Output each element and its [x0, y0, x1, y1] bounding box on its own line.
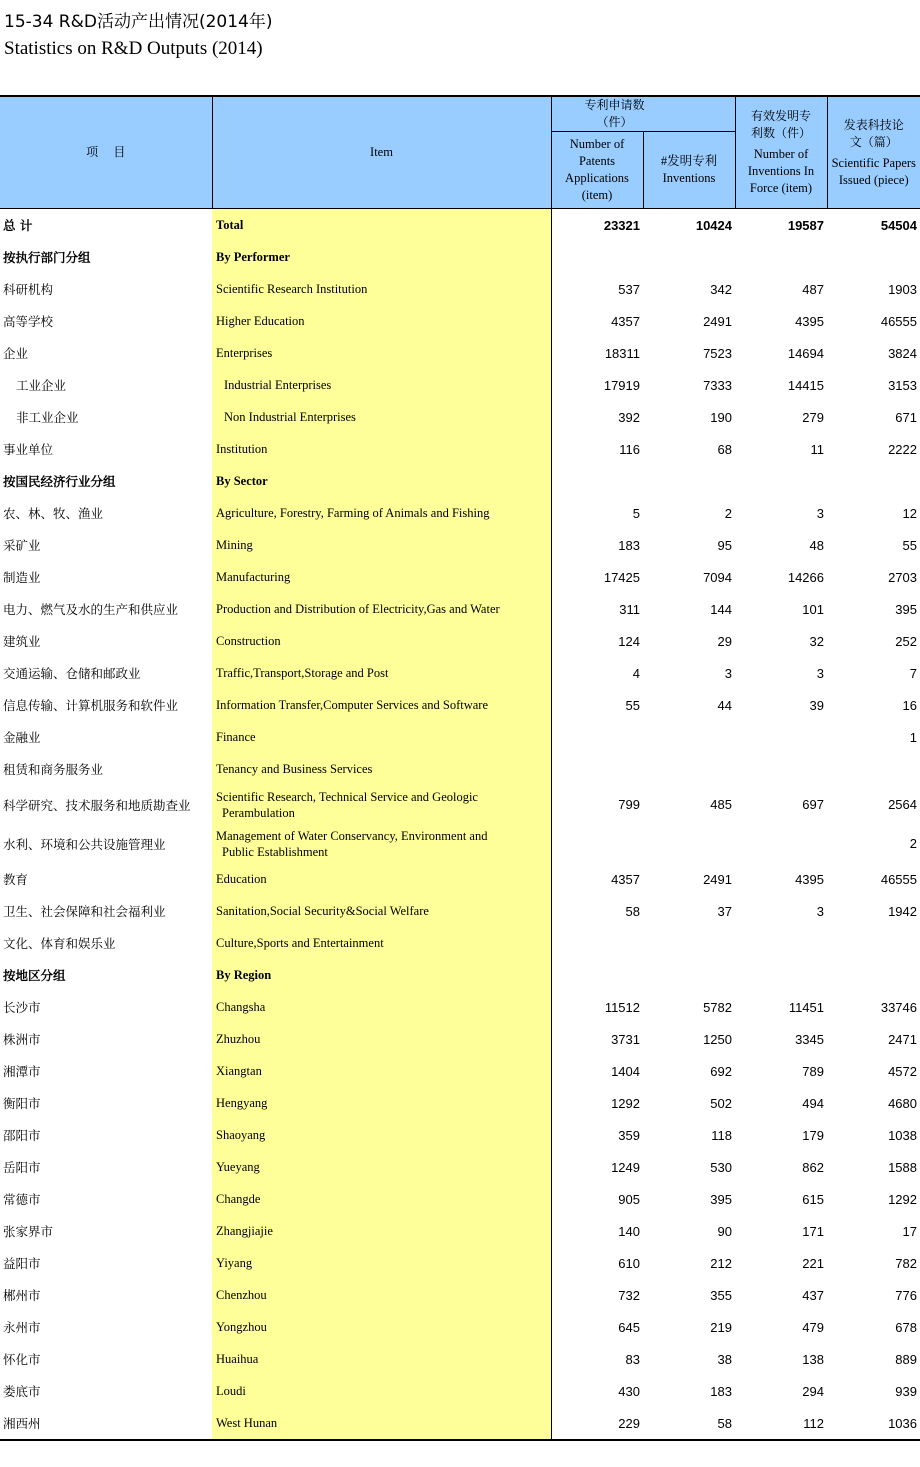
row-label-cn: 信息传输、计算机服务和软件业 — [3, 698, 179, 713]
inventions-value: 5782 — [703, 999, 732, 1015]
patents-value: 17425 — [603, 569, 640, 585]
row-label-en-line1: Scientific Research, Technical Service and Geologic — [216, 789, 478, 804]
row-label-cn: 金融业 — [3, 730, 41, 745]
inventions-value: 37 — [717, 903, 732, 919]
patents-value — [551, 241, 643, 273]
table-row — [0, 369, 920, 401]
inventions-value: 58 — [643, 1407, 735, 1440]
inventions-value: 2491 — [703, 871, 732, 887]
patents-value: 4357 — [611, 313, 640, 329]
patents-value: 732 — [618, 1287, 640, 1303]
row-label-en: Tenancy and Business Services — [212, 753, 551, 785]
table-row — [0, 991, 920, 1023]
inforce-value: 11451 — [788, 999, 824, 1015]
inforce-value: 171 — [802, 1223, 824, 1239]
patents-value: 23321 — [551, 209, 643, 242]
inventions-value: 10424 — [643, 209, 735, 242]
column-header-inventions: #发明专利 Inventions — [643, 132, 735, 209]
patents-value: 1292 — [611, 1095, 640, 1111]
patents-value — [551, 721, 643, 753]
table-row — [0, 1055, 920, 1087]
inforce-value — [735, 753, 827, 785]
inventions-value: 7333 — [703, 377, 732, 393]
row-label-cn: 按国民经济行业分组 — [3, 474, 116, 489]
inforce-header-cn: 有效发明专利数（件） — [750, 109, 811, 140]
row-label-cn: 郴州市 — [3, 1288, 41, 1303]
inventions-value: 212 — [710, 1255, 732, 1271]
papers-value: 54504 — [827, 209, 920, 242]
papers-value: 46555 — [880, 871, 917, 887]
row-label-cn: 科研机构 — [3, 282, 54, 297]
row-label-cn: 常德市 — [3, 1192, 41, 1207]
table-row — [0, 625, 920, 657]
papers-value: 55 — [902, 537, 917, 553]
inforce-value: 11 — [810, 441, 824, 457]
inforce-value: 3 — [816, 903, 824, 919]
row-label-cn: 娄底市 — [3, 1384, 41, 1399]
patents-value: 799 — [618, 797, 640, 812]
inventions-value: 502 — [710, 1095, 732, 1111]
inforce-value: 862 — [802, 1159, 824, 1175]
patents-value: 4 — [632, 665, 640, 681]
patents-value: 905 — [618, 1191, 640, 1207]
inforce-value: 697 — [802, 797, 824, 812]
inforce-value: 615 — [802, 1191, 824, 1207]
papers-value: 889 — [895, 1351, 917, 1367]
row-label-en: Yongzhou — [212, 1311, 551, 1343]
patents-value: 18311 — [604, 345, 640, 361]
row-label-en: Yueyang — [212, 1151, 551, 1183]
table-row — [0, 273, 920, 305]
patents-value — [551, 753, 643, 785]
inventions-value — [643, 241, 735, 273]
inforce-value: 138 — [802, 1351, 824, 1367]
papers-value: 33746 — [880, 999, 917, 1015]
inventions-value: 1250 — [703, 1031, 732, 1047]
table-row — [0, 927, 920, 959]
row-label-en: Xiangtan — [212, 1055, 551, 1087]
papers-header-cn: 发表科技论文（篇） — [843, 117, 904, 149]
table-row — [0, 401, 920, 433]
table-row — [0, 241, 920, 273]
patents-value: 55 — [625, 697, 640, 713]
papers-value: 776 — [895, 1287, 917, 1303]
row-label-cn: 按执行部门分组 — [3, 250, 91, 265]
inventions-value: 44 — [717, 697, 732, 713]
row-label-cn: 高等学校 — [3, 314, 54, 329]
row-label-cn: 株洲市 — [3, 1032, 41, 1047]
patents-value — [551, 465, 643, 497]
inventions-value — [643, 824, 735, 863]
row-label-en: Mining — [212, 529, 551, 561]
row-label-en: West Hunan — [212, 1407, 551, 1440]
row-label-en: Institution — [212, 433, 551, 465]
inforce-value — [735, 959, 827, 991]
inventions-value: 144 — [710, 601, 732, 617]
inforce-value: 487 — [802, 281, 824, 297]
row-label-cn: 工业企业 — [16, 378, 67, 393]
inventions-value: 355 — [710, 1287, 732, 1303]
row-label-en: Sanitation,Social Security&Social Welfare — [212, 895, 551, 927]
inforce-value: 39 — [809, 697, 824, 713]
patents-value: 4357 — [611, 871, 640, 887]
patents-value: 1249 — [611, 1159, 640, 1175]
table-row — [0, 657, 920, 689]
papers-value: 252 — [895, 633, 917, 649]
papers-value: 678 — [895, 1319, 917, 1335]
papers-value: 3153 — [888, 377, 917, 393]
row-label-en: Scientific Research Institution — [212, 273, 551, 305]
row-label-en-line2: Public Establishment — [222, 844, 328, 859]
papers-value: 1292 — [888, 1191, 917, 1207]
table-row — [0, 1311, 920, 1343]
papers-value: 7 — [909, 665, 917, 681]
papers-value: 1903 — [888, 281, 917, 297]
row-label-cn: 采矿业 — [3, 538, 41, 553]
papers-value — [827, 465, 920, 497]
row-label-en: Huaihua — [212, 1343, 551, 1375]
papers-value: 2222 — [888, 441, 917, 457]
inforce-value — [735, 721, 827, 753]
table-row — [0, 529, 920, 561]
row-label-cn: 怀化市 — [3, 1352, 41, 1367]
inventions-value: 692 — [710, 1063, 732, 1079]
row-label-en: Higher Education — [212, 305, 551, 337]
inforce-value — [735, 824, 827, 863]
inventions-value: 90 — [717, 1223, 732, 1239]
table-row — [0, 1247, 920, 1279]
table-row — [0, 1215, 920, 1247]
inforce-value: 437 — [802, 1287, 824, 1303]
patents-value: 3731 — [611, 1031, 640, 1047]
row-label-en — [212, 785, 551, 824]
inventions-value: 38 — [717, 1351, 732, 1367]
inforce-value: 294 — [802, 1383, 824, 1399]
column-header-papers — [827, 96, 920, 209]
inforce-value: 14694 — [787, 345, 824, 361]
inventions-value — [643, 721, 735, 753]
table-row — [0, 863, 920, 895]
row-label-cn: 非工业企业 — [16, 410, 79, 425]
patents-value — [551, 824, 643, 863]
papers-header-en: Scientific Papers Issued (piece) — [831, 155, 916, 187]
patents-value: 183 — [618, 537, 640, 553]
patents-value: 311 — [619, 601, 640, 617]
papers-value: 3824 — [888, 345, 917, 361]
row-label-en: Production and Distribution of Electricity,Gas and Water — [212, 593, 551, 625]
inventions-value — [643, 927, 735, 959]
patents-value: 610 — [618, 1255, 640, 1271]
papers-value: 671 — [895, 409, 917, 425]
inventions-value — [643, 465, 735, 497]
papers-value: 782 — [895, 1255, 917, 1271]
table-row — [0, 1279, 920, 1311]
row-label-en: Construction — [212, 625, 551, 657]
patents-value: 537 — [618, 281, 640, 297]
table-row — [0, 1375, 920, 1407]
inventions-value: 395 — [710, 1191, 732, 1207]
inventions-value: 485 — [710, 797, 732, 812]
inforce-value: 3 — [816, 665, 824, 681]
table-row — [0, 1407, 920, 1440]
row-label-cn: 衡阳市 — [3, 1096, 41, 1111]
inventions-value: 190 — [710, 409, 732, 425]
table-row — [0, 561, 920, 593]
row-label-en: Shaoyang — [212, 1119, 551, 1151]
row-label-cn: 租赁和商务服务业 — [3, 762, 104, 777]
page-title-cn: 15-34 R&D活动产出情况(2014年) — [4, 12, 273, 32]
row-label-cn: 张家界市 — [3, 1224, 54, 1239]
papers-value: 16 — [902, 697, 917, 713]
row-label-cn: 交通运输、仓储和邮政业 — [3, 666, 141, 681]
patents-value: 124 — [618, 633, 640, 649]
papers-value — [827, 927, 920, 959]
papers-value — [827, 959, 920, 991]
patents-value: 116 — [619, 441, 640, 457]
papers-value: 4572 — [888, 1063, 917, 1079]
table-row — [0, 1023, 920, 1055]
papers-value: 2564 — [888, 797, 917, 812]
table-row — [0, 1119, 920, 1151]
patents-value: 17919 — [603, 377, 640, 393]
table-row — [0, 1343, 920, 1375]
patents-value: 229 — [551, 1407, 643, 1440]
table-row — [0, 593, 920, 625]
row-label-en: Zhangjiajie — [212, 1215, 551, 1247]
row-label-cn: 事业单位 — [3, 442, 54, 457]
row-label-cn: 邵阳市 — [3, 1128, 41, 1143]
papers-value: 1942 — [888, 903, 917, 919]
row-label-cn: 岳阳市 — [3, 1160, 41, 1175]
table-row — [0, 497, 920, 529]
row-label-en: Culture,Sports and Entertainment — [212, 927, 551, 959]
column-header-item-en: Item — [212, 96, 551, 209]
row-label-cn: 制造业 — [3, 570, 41, 585]
row-label-cn: 益阳市 — [3, 1256, 41, 1271]
inventions-value: 7094 — [703, 569, 732, 585]
row-label-cn: 教育 — [3, 872, 29, 887]
inforce-value: 479 — [802, 1319, 824, 1335]
column-header-patents-en: Number of Patents Applications (item) — [551, 132, 643, 209]
row-label-cn: 卫生、社会保障和社会福利业 — [3, 904, 166, 919]
inforce-value: 48 — [809, 537, 824, 553]
inforce-value: 179 — [802, 1127, 824, 1143]
inventions-value: 68 — [717, 441, 732, 457]
patents-value: 430 — [618, 1383, 640, 1399]
column-header-item-cn: 项 目 — [0, 96, 212, 209]
row-label-en: Information Transfer,Computer Services and Software — [212, 689, 551, 721]
row-label-cn: 长沙市 — [3, 1000, 41, 1015]
inventions-value: 2 — [724, 505, 732, 521]
inforce-value: 3345 — [795, 1031, 824, 1047]
papers-value: 1588 — [888, 1159, 917, 1175]
row-label-en: Traffic,Transport,Storage and Post — [212, 657, 551, 689]
row-label-en: Education — [212, 863, 551, 895]
inforce-value: 32 — [809, 633, 824, 649]
page-title-en: Statistics on R&D Outputs (2014) — [4, 38, 263, 59]
row-label-en: Finance — [212, 721, 551, 753]
row-label-cn: 科学研究、技术服务和地质勘查业 — [3, 797, 191, 813]
inforce-value: 3 — [816, 505, 824, 521]
papers-value: 1 — [909, 729, 917, 745]
row-label-en: Chenzhou — [212, 1279, 551, 1311]
inventions-value: 118 — [711, 1127, 732, 1143]
papers-value: 1036 — [827, 1407, 920, 1440]
inventions-value: 219 — [710, 1319, 732, 1335]
row-label-en: Agriculture, Forestry, Farming of Animals and Fishing — [212, 497, 551, 529]
papers-value: 12 — [902, 505, 917, 521]
inventions-value: 183 — [710, 1383, 732, 1399]
papers-value: 1038 — [888, 1127, 917, 1143]
patents-value: 58 — [625, 903, 640, 919]
inventions-value: 7523 — [703, 345, 732, 361]
inforce-value: 112 — [735, 1407, 827, 1440]
papers-value: 4680 — [888, 1095, 917, 1111]
row-label-en: Loudi — [212, 1375, 551, 1407]
table-row — [0, 433, 920, 465]
patents-value: 1404 — [611, 1063, 640, 1079]
papers-value: 46555 — [880, 313, 917, 329]
inventions-value: 530 — [710, 1159, 732, 1175]
row-label-en: Industrial Enterprises — [212, 369, 551, 401]
row-label-en: Manufacturing — [212, 561, 551, 593]
table-row — [0, 721, 920, 753]
inforce-value: 14415 — [787, 377, 824, 393]
papers-value: 2 — [909, 836, 917, 851]
row-label-en: Hengyang — [212, 1087, 551, 1119]
patents-value: 359 — [618, 1127, 640, 1143]
row-label-cn: 企业 — [3, 346, 29, 361]
patents-value: 392 — [618, 409, 640, 425]
inventions-value: 3 — [724, 665, 732, 681]
papers-value: 939 — [895, 1383, 917, 1399]
row-label-en — [212, 824, 551, 863]
inforce-value: 279 — [802, 409, 824, 425]
row-label-cn: 农、林、牧、渔业 — [3, 506, 104, 521]
row-label-cn: 永州市 — [3, 1320, 41, 1335]
papers-value: 17 — [902, 1223, 917, 1239]
inforce-value: 789 — [802, 1063, 824, 1079]
patents-value: 11512 — [604, 999, 640, 1015]
inforce-header-en: Number of Inventions In Force (item) — [747, 147, 815, 195]
column-header-inforce — [735, 96, 827, 209]
row-label-cn: 按地区分组 — [3, 968, 66, 983]
table-row — [0, 209, 920, 242]
row-label-en: Changsha — [212, 991, 551, 1023]
table-row — [0, 1087, 920, 1119]
row-label-en: Zhuzhou — [212, 1023, 551, 1055]
row-label-en: Changde — [212, 1183, 551, 1215]
table-row — [0, 753, 920, 785]
table-row — [0, 824, 920, 863]
inforce-value: 14266 — [787, 569, 824, 585]
inforce-value: 221 — [802, 1255, 824, 1271]
row-label-en: By Region — [212, 959, 551, 991]
patents-value — [551, 959, 643, 991]
inforce-value: 4395 — [795, 871, 824, 887]
patents-value: 5 — [632, 505, 640, 521]
inforce-value: 494 — [802, 1095, 824, 1111]
statistics-table — [0, 95, 920, 1441]
inforce-value: 4395 — [795, 313, 824, 329]
patents-value: 645 — [618, 1319, 640, 1335]
papers-value: 2703 — [888, 569, 917, 585]
table-row — [0, 895, 920, 927]
inforce-value: 19587 — [735, 209, 827, 242]
row-label-cn: 总 计 — [0, 209, 212, 242]
table-row — [0, 689, 920, 721]
papers-value: 395 — [895, 601, 917, 617]
table-row — [0, 337, 920, 369]
row-label-en: Enterprises — [212, 337, 551, 369]
inventions-value: 2491 — [703, 313, 732, 329]
table-row — [0, 305, 920, 337]
patents-value: 83 — [625, 1351, 640, 1367]
inforce-value — [735, 241, 827, 273]
inforce-value — [735, 927, 827, 959]
row-label-en: By Sector — [212, 465, 551, 497]
inventions-value: 342 — [710, 281, 732, 297]
row-label-en: Total — [212, 209, 551, 242]
table-row — [0, 1183, 920, 1215]
papers-value — [827, 753, 920, 785]
papers-value — [827, 241, 920, 273]
patents-value: 140 — [618, 1223, 640, 1239]
row-label-en: Non Industrial Enterprises — [212, 401, 551, 433]
row-label-cn: 水利、环境和公共设施管理业 — [3, 836, 166, 852]
table-row — [0, 959, 920, 991]
row-label-cn: 建筑业 — [3, 634, 41, 649]
inventions-value: 95 — [717, 537, 732, 553]
row-label-cn: 电力、燃气及水的生产和供应业 — [3, 602, 179, 617]
inforce-value: 101 — [802, 601, 824, 617]
row-label-cn: 文化、体育和娱乐业 — [3, 936, 116, 951]
inventions-value — [643, 959, 735, 991]
papers-value: 2471 — [888, 1031, 917, 1047]
inforce-value — [735, 465, 827, 497]
column-header-patents-cn: 专利申请数（件） — [551, 96, 735, 132]
row-label-en-line1: Management of Water Conservancy, Environment and — [216, 828, 488, 843]
table-row — [0, 1151, 920, 1183]
table-row — [0, 785, 920, 824]
table-row — [0, 465, 920, 497]
row-label-en: By Performer — [212, 241, 551, 273]
inventions-value — [643, 753, 735, 785]
row-label-en: Yiyang — [212, 1247, 551, 1279]
row-label-en-line2: Perambulation — [222, 805, 295, 820]
inventions-value: 29 — [717, 633, 732, 649]
row-label-cn: 湘潭市 — [3, 1064, 41, 1079]
patents-value — [551, 927, 643, 959]
row-label-cn: 湘西州 — [0, 1407, 212, 1440]
